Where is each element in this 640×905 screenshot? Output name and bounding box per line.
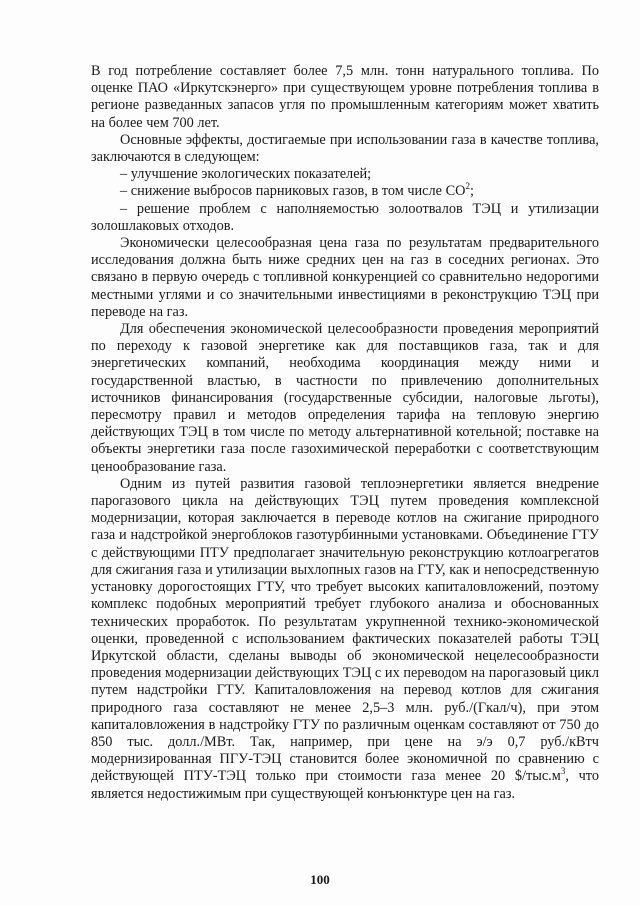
superscript-3: 3 — [560, 766, 566, 777]
paragraph-5: Одним из путей развития газовой теплоэнергетики является внедрение парогазового цикла на действующих ТЭЦ путем проведения комплексной модернизации, которая заключается в переводе котлов на сжигание природного газа и надстройкой энергоблоков газотурбинными установками. Объединение ГТУ с действующими ПТУ предполагает значительную реконструкцию котлоагрегатов для сжигания газа и утилизации выхлопных газов на ГТУ, как и непосредственную установку дорогостоящих ГТУ, что требует высоких капиталовложений, поэтому комплекс подобных мероприятий требует глубокого анализа и обоснованных технических проработок. По результатам укрупненной технико-экономической оценки, проведенной с использованием фактических показателей работы ТЭЦ Иркутской области, сделаны выводы об экономической нецелесообразности проведения модернизации действующих ТЭЦ с их переводом на парогазовый цикл путем надстройки ГТУ. Капиталовложения на перевод котлов для сжигания природного газа составляют не менее 2,5–3 млн. руб./(Гкал/ч), при этом капиталовложения в надстройку ГТУ по различным оценкам составляют от 750 до 850 тыс. долл./МВт. Так, например, при цене на э/э 0,7 руб./кВтч модернизированная ПГУ-ТЭЦ становится более экономичной по сравнению с действующей ПТУ-ТЭЦ только при стоимости газа менее 20 $\$/тыс.м^3$, что является недостижимым при существующей конъюнктуре цен на газ. — [91, 475, 600, 802]
list-item-1: – улучшение экологических показателей; — [120, 166, 372, 183]
paragraph-4: Для обеспечения экономической целесообразности проведения мероприятий по переходу к газовой энергетике как для поставщиков газа, так и для энергетических компаний, необходима координация между ними и государственной властью, в частности по привлечению дополнительных источников финансирования (государственные субсидии, налоговые льготы), пересмотру правил и методов определения тарифа на тепловую энергию действующих ТЭЦ в том числе по методу альтернативной котельной; поставке на объекты энергетики газа после газохимической переработки с соответствующим ценообразование газа. — [91, 321, 599, 475]
superscript-2: 2 — [465, 181, 470, 192]
paragraph-1: В год потребление составляет более 7,5 млн. тонн натурального топлива. По оценке ПАО «Иркутскэнерго» при существующем уровне потребления топлива в регионе разведанных запасов угля по промышленным категориям может хватить на более чем 700 лет. — [91, 63, 599, 131]
list-item-2: – снижение выбросов парниковых газов, в том числе $СО^2$; — [120, 181, 474, 200]
list-item-3: – решение проблем с наполняемостью золоотвалов ТЭЦ и утилизации золошлаковых отходов. — [91, 200, 599, 234]
paragraph-2: Основные эффекты, достигаемые при использовании газа в качестве топлива, заключаются в следующем: — [91, 131, 599, 166]
body-text — [91, 63, 599, 803]
paragraph-3: Экономически целесообразная цена газа по результатам предварительного исследования должна быть ниже средних цен на газ в соседних регионах. Это связано в первую очередь с топливной конкуренцией со сравнительно недорогими местными углями и со значительными инвестициями в реконструкцию ТЭЦ при переводе на газ. — [91, 235, 599, 320]
page-number: 100 — [310, 872, 330, 887]
